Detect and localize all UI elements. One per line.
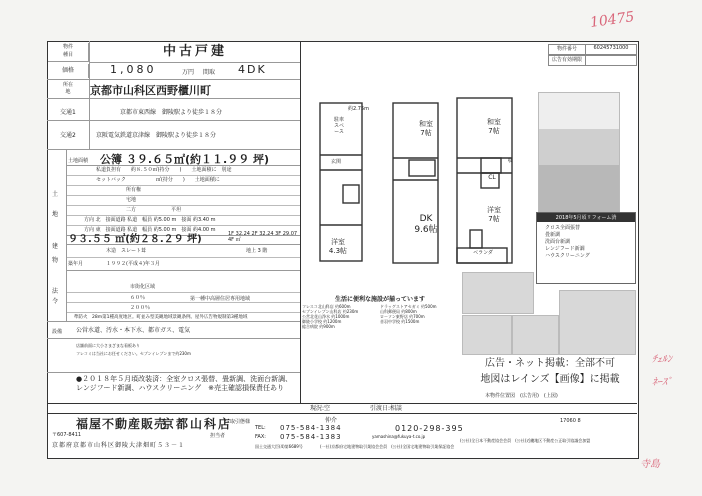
rule xyxy=(66,302,300,303)
building-side-label: 建物 xyxy=(52,243,59,264)
transport-2-value: 京阪電気鉄道京津線 御陵駅より徒歩１８分 xyxy=(96,132,217,139)
room-photo xyxy=(462,272,534,314)
rule xyxy=(66,292,300,293)
price-value: 1,080 xyxy=(110,63,157,76)
rule xyxy=(47,413,637,414)
association-line: (公社)全日本不動産協会会員 (公社)近畿地区不動産公正取引協議会加盟 xyxy=(460,438,591,443)
built-value: １９９２(平成４)年３月 xyxy=(106,261,160,267)
room-japanese-2f: 和室 7帖 xyxy=(419,120,433,137)
stories-value: 地上 3 階 xyxy=(246,248,268,254)
company-branch: 京都山科店 xyxy=(162,417,233,431)
staff-label: 担当者 xyxy=(210,433,226,439)
map-caption: 本物件位置図 (広告用) (上図) xyxy=(485,393,558,399)
land-area-value: 公簿 ３９.６５㎡(約１１.９９ 坪) xyxy=(100,153,270,166)
madori-label: 間取 xyxy=(203,69,216,76)
room-western-1f: 洋室 4.3帖 xyxy=(328,238,348,255)
amenity-item: 御陵小学校 約1200m xyxy=(302,319,342,324)
amenity-item: 公営北花山浄水 約1000m xyxy=(302,314,350,319)
ad-notice-line-2: 地図はレインズ【画像】に掲載 xyxy=(480,374,620,385)
type-label: 物件 種目 xyxy=(48,43,89,62)
company-tel: 075-584-1384 xyxy=(280,424,342,432)
rule xyxy=(47,120,300,121)
rule xyxy=(47,372,300,373)
rule xyxy=(47,403,637,404)
amenity-item: セブンイレブン山科店 約230m xyxy=(302,309,359,314)
room-balcony: ベランダ xyxy=(473,250,493,256)
price-unit: 万円 xyxy=(182,69,195,76)
handover-status: 引渡日:相談 xyxy=(370,405,403,412)
rule xyxy=(47,98,300,99)
built-label: 築年月 xyxy=(68,261,84,267)
transaction-mode-label: 取引態様 xyxy=(230,419,251,425)
amenity-item: 山科郵便局 約800m xyxy=(380,309,417,314)
address-label: 所在 地 xyxy=(62,82,73,95)
amenity-item: 音羽中学校 約1500m xyxy=(380,319,420,324)
company-postal: 〒607-8411 xyxy=(52,432,82,438)
dimension-label: 約2.75m xyxy=(348,106,370,112)
land-row: セットバック ㎡(持分 ) 土地面積に xyxy=(66,176,300,186)
amenities-title: 生活に便利な施設が揃っています xyxy=(334,296,425,303)
reform-item: ハウスクリーニング xyxy=(545,253,590,259)
amenities-box xyxy=(302,294,458,336)
rule xyxy=(66,270,300,271)
notes-line-1: 店舗前面に大小さまざまな看板あり xyxy=(76,343,140,348)
reform-item: 洗面台新調 xyxy=(545,239,571,245)
land-rows xyxy=(66,166,300,236)
facilities-value: 公営水道、汚水・本下水、都市ガス、電気 xyxy=(76,327,191,334)
handwritten-note-1: ﾁｪﾙﾝ xyxy=(652,354,672,365)
law-row: 準防火 28m第1種高度地区。町並み型美観地域景観条例。屋外広告物規制第3種地域 xyxy=(74,315,248,320)
room-photo xyxy=(512,315,559,355)
vacancy-status: 現況:空 xyxy=(310,405,331,412)
land-row: 方向 北 接面道路 私道 幅員 約5.00 m 接面 約3.40 m xyxy=(66,216,300,226)
room-parking: 駐車スペース xyxy=(334,117,345,135)
amenity-item: 総合病院 約900m xyxy=(302,324,335,329)
land-side-label: 土地 xyxy=(52,191,59,218)
madori-value: 4DK xyxy=(238,63,267,76)
room-entrance: 玄関 xyxy=(330,159,341,165)
room-closet: CL xyxy=(488,174,496,181)
transport-2-label: 交通2 xyxy=(60,132,76,139)
company-license: 国土交通大臣(4)第6689号 xyxy=(255,444,303,449)
company-fax-label: FAX: xyxy=(255,434,266,440)
law-side-label: 法令 xyxy=(52,288,59,305)
room-photo xyxy=(462,315,512,355)
association-line-2: (一社)京都府宅地建物取引業協会会員 (公社)全国宅地建物取引業保証協会 xyxy=(320,444,455,449)
transaction-mode: 仲介 xyxy=(325,417,338,424)
company-address: 京都府京都市山科区御陵大津畑町５３－１ xyxy=(52,442,186,449)
rule xyxy=(47,338,300,339)
land-row: 二方 平坦 xyxy=(66,206,300,216)
law-row: ６０％ xyxy=(130,295,146,301)
label-column-rule xyxy=(66,149,67,321)
transport-1-label: 交通1 xyxy=(60,109,76,116)
ad-notice-line-1: 広告・ネット掲載：全部不可 xyxy=(485,358,615,369)
notes-line-2: フレコミは当社にお任せください。セブンイレブンまで約230m xyxy=(76,351,191,356)
transport-1-value: 京都市東西線 御陵駅より徒歩１８分 xyxy=(120,109,223,116)
reform-badge-title: 2018年5月頃リフォーム済 xyxy=(537,213,635,222)
company-fax: 075-584-1383 xyxy=(280,433,342,441)
handwritten-number: 10475 xyxy=(589,8,636,32)
land-row: 方向 東 接面道路 私道 幅員 約5.00 m 接面 約4.00 m xyxy=(66,226,300,236)
room-photo xyxy=(559,290,636,355)
rule xyxy=(66,257,300,258)
ad-expiry-label: 広告有効期限 xyxy=(548,55,586,66)
building-floors: 1F 32.24 2F 32.24 3F 29.07 4F ㎡ xyxy=(228,231,298,243)
ad-expiry-value xyxy=(585,55,637,66)
land-area-label: 土地面積 xyxy=(68,158,89,164)
property-number-label: 物件番号 xyxy=(548,44,586,55)
property-type-title: 中古戸建 xyxy=(90,42,300,63)
footer-code: 17060 8 xyxy=(560,418,581,424)
price-label: 価格 xyxy=(48,64,89,78)
land-row: 宅地 xyxy=(66,196,300,206)
rule xyxy=(47,79,300,80)
label-column-rule xyxy=(89,41,90,149)
address-value: 京都市山科区西野櫃川町 xyxy=(90,84,211,97)
reform-item: 畳新調 xyxy=(545,232,561,238)
land-row: 所有権 xyxy=(66,186,300,196)
ad-notice xyxy=(465,356,635,388)
amenities-list xyxy=(302,304,458,329)
rule xyxy=(47,149,300,150)
property-number-value: 60245731000 xyxy=(585,44,637,55)
room-storage: 収 xyxy=(507,158,513,164)
facilities-label: 設備 xyxy=(52,329,63,335)
reform-item: クロス全面張替 xyxy=(545,225,581,231)
room-japanese-3f: 和室 7帖 xyxy=(487,118,501,135)
rule xyxy=(47,321,300,322)
law-row: 市街化区域 xyxy=(130,284,156,290)
exterior-photo xyxy=(538,92,620,214)
rule xyxy=(66,244,300,245)
zoning-value: 第一種中高層住居専用地域 xyxy=(190,296,251,302)
spec-column-rule xyxy=(300,41,301,403)
handwritten-note-2: ﾈｰｽﾞ xyxy=(652,377,672,388)
amenity-item: フレスコ北山科店 約600m xyxy=(302,304,351,309)
land-row: 私道負担有 約８.５０㎡(持分 ) 土地面積に 別途 xyxy=(66,166,300,176)
company-email: yamashina@fukuya-t.co.jp xyxy=(372,434,426,439)
reform-item: レンジフード新調 xyxy=(545,246,585,252)
room-dk: DK 9.6帖 xyxy=(414,214,438,235)
company-logo: 福屋不動産販売 xyxy=(76,417,168,431)
structure-value: 木造 スレート葺 xyxy=(106,248,147,254)
reform-badge xyxy=(536,212,636,284)
law-row: ２００％ xyxy=(130,305,151,311)
remarks-text: ●２０１８年５月頃改装済：全室クロス張替、畳新調、洗面台新調、レンジフード新調、ハウスクリーニング ※売主確認損保責任あり xyxy=(76,375,293,392)
building-area-value: ９３.５５ ㎡(約２８.２９ 坪) xyxy=(68,234,202,245)
amenity-item: ドラッグストアセガミ 約500m xyxy=(380,304,437,309)
room-western-3f: 洋室 7帖 xyxy=(487,206,501,223)
handwritten-note-3: 寺島 xyxy=(640,459,660,470)
company-tel-label: TEL: xyxy=(255,425,266,431)
amenity-item: ローソン東野店 約700m xyxy=(380,314,425,319)
freedial-number: 0120-298-395 xyxy=(395,424,464,433)
rule xyxy=(66,312,300,313)
